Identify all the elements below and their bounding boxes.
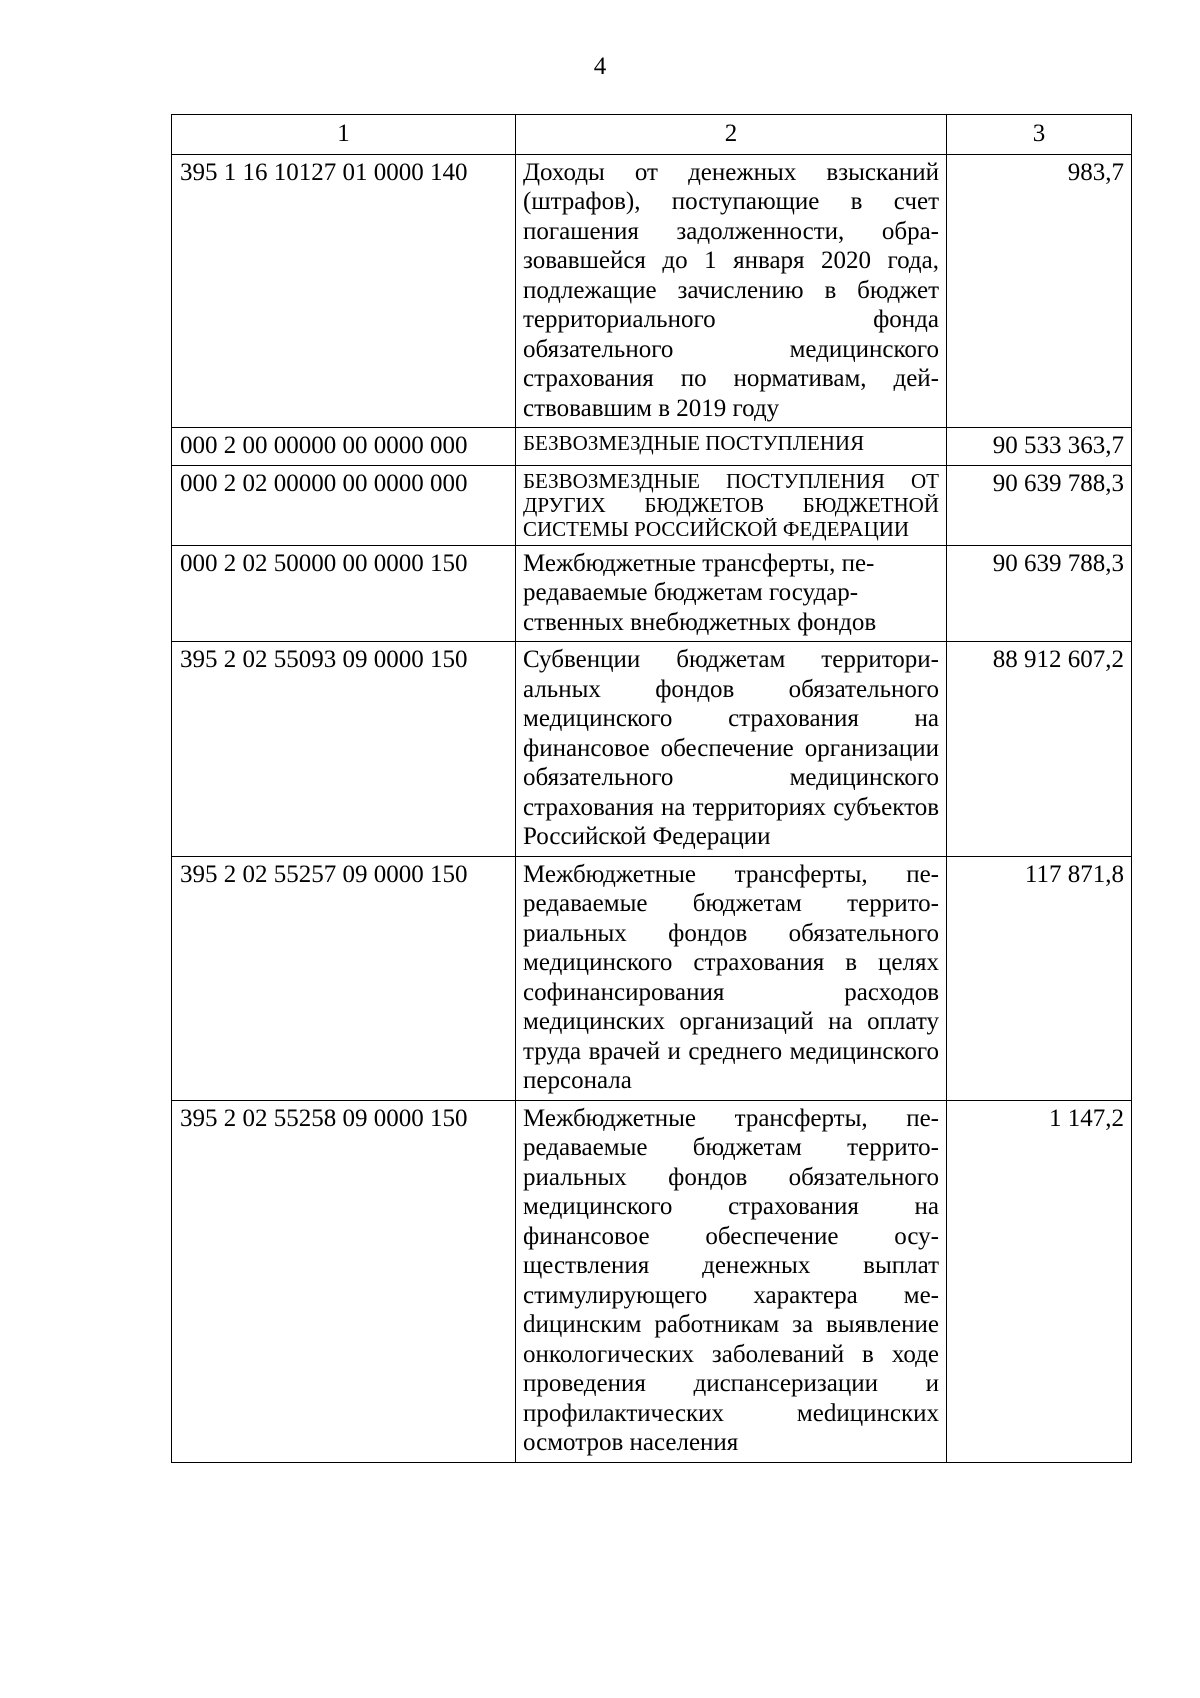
table-row — [172, 545, 1132, 642]
column-number-3: 3 — [947, 115, 1132, 155]
budget-revenue-table — [171, 114, 1132, 1463]
table-header-row — [172, 115, 1132, 155]
budget-classification-code: 395 1 16 10127 01 0000 140 — [172, 154, 516, 428]
page-number: 4 — [593, 53, 607, 80]
budget-classification-code: 000 2 02 00000 00 0000 000 — [172, 465, 516, 545]
revenue-amount: 983,7 — [947, 154, 1132, 428]
table-row — [172, 642, 1132, 857]
revenue-amount: 117 871,8 — [947, 856, 1132, 1100]
revenue-name: БЕЗВОЗМЕЗДНЫЕ ПОСТУПЛЕНИЯ ОТ ДРУГИХ БЮДЖЕТОВ БЮДЖЕТНОЙ СИСТЕМЫ РОССИЙСКОЙ ФЕДЕРАЦИИ — [516, 465, 947, 545]
revenue-name: Межбюджетные трансферты, передаваемые бюджетам территориальных фондов обязательного медицинского страхования в целях софинансирования расходов медицинских организаций на оплату труда врачей и среднего медицинского персонала — [516, 856, 947, 1100]
budget-classification-code: 000 2 00 00000 00 0000 000 — [172, 428, 516, 466]
revenue-name: Межбюджетные трансферты, передаваемые бюджетам государственных внебюджетных фондов — [516, 545, 947, 642]
budget-classification-code: 000 2 02 50000 00 0000 150 — [172, 545, 516, 642]
table-row — [172, 154, 1132, 428]
column-number-2: 2 — [516, 115, 947, 155]
revenue-amount: 90 533 363,7 — [947, 428, 1132, 466]
revenue-name: Доходы от денежных взысканий (штрафов), поступающие в счет погашения задолженности, образовавшейся до 1 января 2020 года, подлежащие зачислению в бюджет территориального фонда обязательного медицинского страхования по нормативам, действовавшим в 2019 году — [516, 154, 947, 428]
budget-classification-code: 395 2 02 55093 09 0000 150 — [172, 642, 516, 857]
revenue-amount: 88 912 607,2 — [947, 642, 1132, 857]
budget-classification-code: 395 2 02 55257 09 0000 150 — [172, 856, 516, 1100]
revenue-amount: 1 147,2 — [947, 1100, 1132, 1462]
column-number-1: 1 — [172, 115, 516, 155]
revenue-amount: 90 639 788,3 — [947, 465, 1132, 545]
table-row — [172, 428, 1132, 466]
revenue-amount: 90 639 788,3 — [947, 545, 1132, 642]
table-row — [172, 856, 1132, 1100]
table-row — [172, 1100, 1132, 1462]
revenue-name: БЕЗВОЗМЕЗДНЫЕ ПОСТУПЛЕНИЯ — [516, 428, 947, 466]
revenue-name: Межбюджетные трансферты, передаваемые бюджетам территориальных фондов обязательного медицинского страхования на финансовое обеспечение осуществления денежных выплат стимулирующего характера меdицинским работникам за выявление онкологических заболеваний в ходе проведения диспансеризации и профилактических меdицинских осмотров населения — [516, 1100, 947, 1462]
budget-classification-code: 395 2 02 55258 09 0000 150 — [172, 1100, 516, 1462]
revenue-name: Субвенции бюджетам территориальных фондов обязательного медицинского страхования на финансовое обеспечение организации обязательного медицинского страхования на территориях субъектов Российской Федерации — [516, 642, 947, 857]
table-row — [172, 465, 1132, 545]
